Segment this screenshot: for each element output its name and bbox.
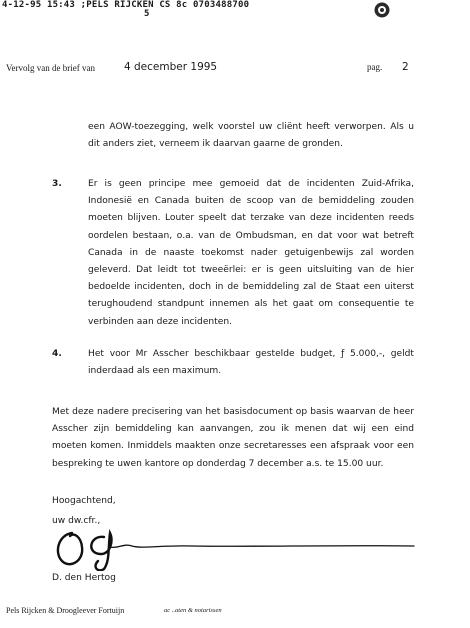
- sender-line: uw dw.cfr.,: [52, 516, 101, 526]
- firm-name: Pels Rijcken & Droogleever Fortuijn: [6, 606, 125, 615]
- item-3-text: Er is geen principe mee gemoeid dat de incidenten Zuid-Afrika, Indonesië en Canada buiten de scoop van de bemiddeling zouden moeten blijven. Louter speelt dat terzake van deze incidenten reeds oordelen bestaan, o.a. van de Ombudsman, en dat voor wat betreft Canada in de naaste toekomst nader getuigenbewijs zal worden geleverd. Dat leidt tot tweeërlei: er is geen uitsluiting van de hier bedoelde incidenten, doch in de bemiddeling zal de Staat een uiterst terughoudend standpunt innemen als het gaat om consequentie te verbinden aan deze incidenten.: [88, 179, 414, 327]
- fax-header-line: 4-12-95 15:43 ;PELS RIJCKEN CS 8c 0703488700: [2, 0, 250, 10]
- intro-paragraph: een AOW-toezegging, welk voorstel uw cliënt heeft verworpen. Als u dit anders ziet, verneem ik daarvan gaarne de gronden.: [88, 122, 414, 150]
- page-label: pag.: [367, 62, 383, 72]
- item-4-number: 4.: [52, 349, 62, 359]
- greeting: Hoogachtend,: [52, 496, 116, 506]
- signatory-name: D. den Hertog: [52, 573, 116, 583]
- page-number: 2: [402, 61, 409, 73]
- seal-icon: [373, 1, 391, 19]
- closing-paragraph: Met deze nadere precisering van het basisdocument op basis waarvan de heer Asscher zijn bemiddeling kan aanvangen, zou ik menen dat wij een eind moeten komen. Inmiddels maakten onze secretaresses een afspraak voor een bespreking te uwen kantore op donderdag 7 december a.s. te 15.00 uur.: [52, 407, 414, 469]
- fax-header-sub: 5: [144, 9, 150, 19]
- firm-tail: ac ..aten & notarissen: [164, 607, 222, 614]
- item-4-text: Het voor Mr Asscher beschikbaar gestelde budget, ƒ 5.000,-, geldt inderdaad als een maximum.: [88, 349, 414, 377]
- letter-date: 4 december 1995: [124, 61, 218, 73]
- signature-image: [52, 527, 422, 571]
- continuation-label: Vervolg van de brief van: [6, 63, 95, 73]
- item-3-number: 3.: [52, 179, 62, 189]
